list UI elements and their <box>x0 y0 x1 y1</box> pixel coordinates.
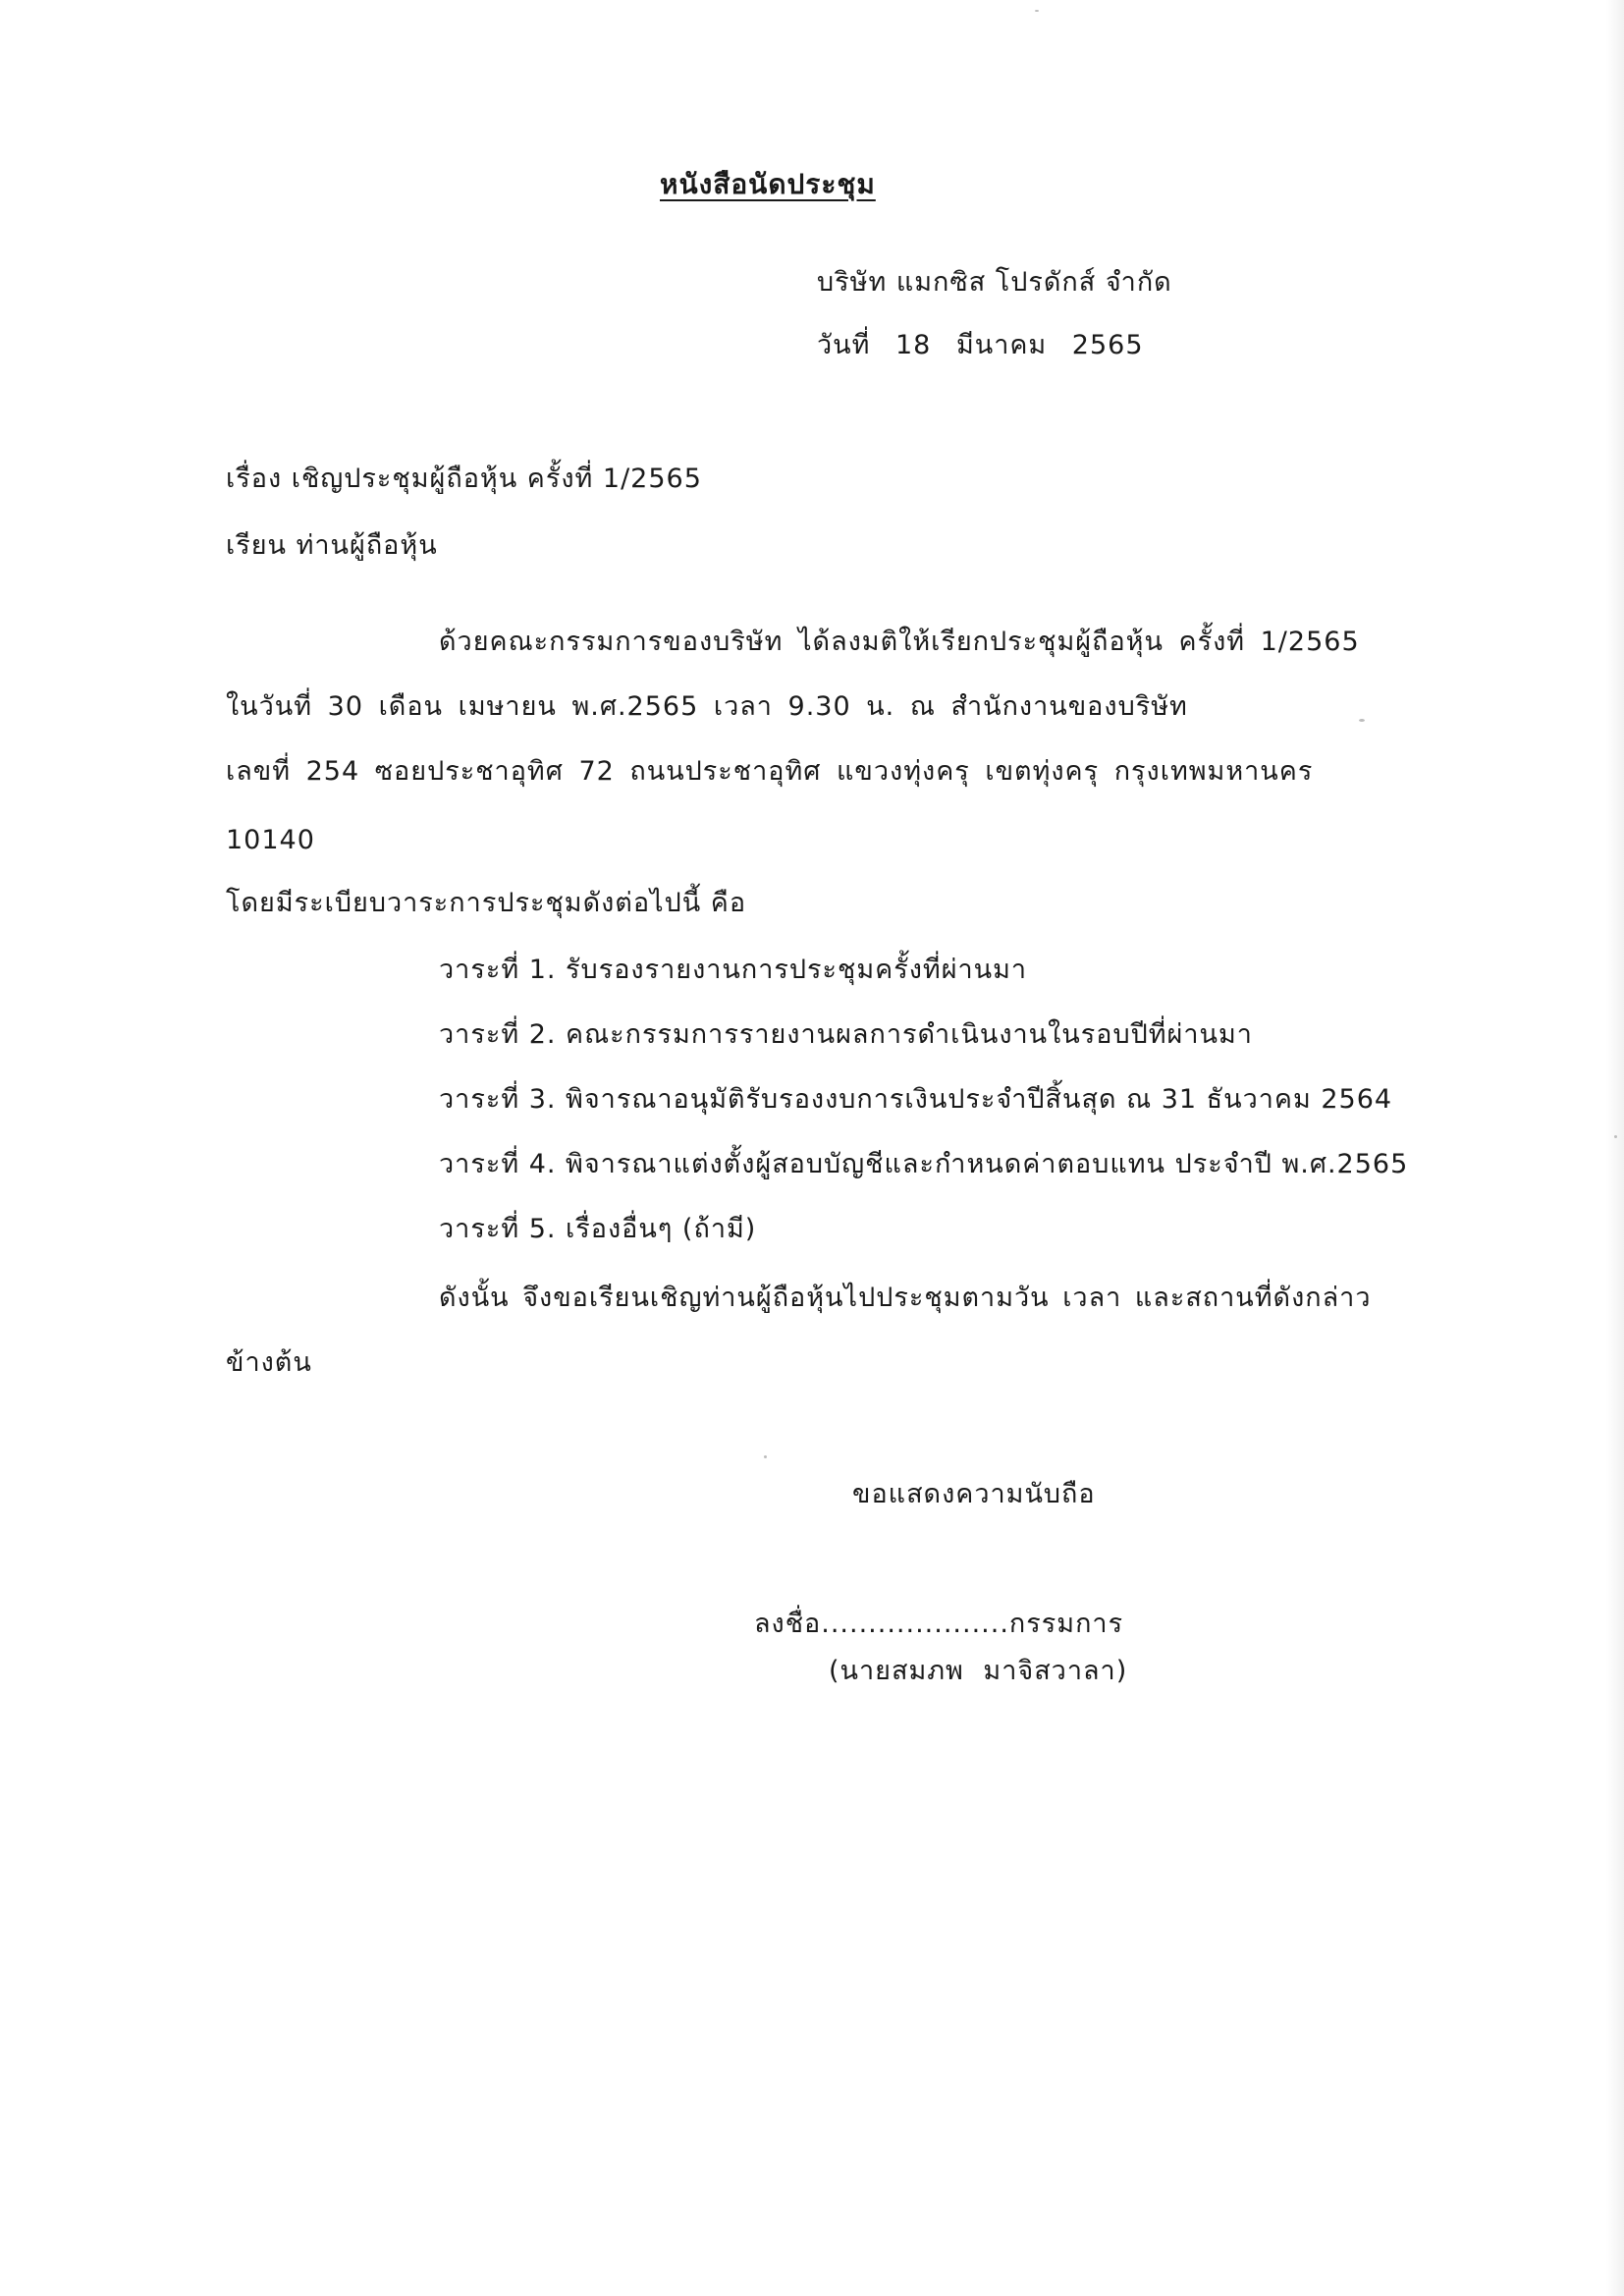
signature-line: ลงชื่อ....................กรรมการ <box>754 1609 1124 1639</box>
document-title: หนังสือนัดประชุม <box>660 168 876 200</box>
agenda-item: วาระที่ 4. พิจารณาแต่งตั้งผู้สอบบัญชีและกำหนดค่าตอบแทน ประจำปี พ.ศ.2565 <box>439 1149 1409 1179</box>
closing-line: ข้างต้น <box>226 1347 312 1378</box>
signer-name: (นายสมภพ มาจิสวาลา) <box>829 1656 1128 1686</box>
regards-text: ขอแสดงความนับถือ <box>852 1479 1096 1509</box>
body-line: 10140 <box>226 825 315 855</box>
recipient-line: เรียน ท่านผู้ถือหุ้น <box>226 530 438 561</box>
scan-speck <box>1359 719 1365 722</box>
subject-line: เรื่อง เชิญประชุมผู้ถือหุ้น ครั้งที่ 1/2565 <box>226 464 702 494</box>
scan-speck <box>1614 1135 1617 1138</box>
company-name: บริษัท แมกซิส โปรดักส์ จำกัด <box>817 267 1172 298</box>
scan-speck <box>764 1455 767 1458</box>
scan-speck <box>1035 10 1039 12</box>
document-date: วันที่ 18 มีนาคม 2565 <box>817 330 1144 360</box>
agenda-item: วาระที่ 1. รับรองรายงานการประชุมครั้งที่ผ่านมา <box>439 955 1028 985</box>
agenda-intro: โดยมีระเบียบวาระการประชุมดังต่อไปนี้ คือ <box>226 888 747 918</box>
closing-line: ดังนั้น จึงขอเรียนเชิญท่านผู้ถือหุ้นไปประชุมตามวัน เวลา และสถานที่ดังกล่าว <box>439 1283 1372 1313</box>
agenda-item: วาระที่ 2. คณะกรรมการรายงานผลการดำเนินงานในรอบปีที่ผ่านมา <box>439 1019 1253 1050</box>
agenda-item: วาระที่ 3. พิจารณาอนุมัติรับรองงบการเงินประจำปีสิ้นสุด ณ 31 ธันวาคม 2564 <box>439 1084 1393 1115</box>
body-line: เลขที่ 254 ซอยประชาอุทิศ 72 ถนนประชาอุทิศ แขวงทุ่งครุ เขตทุ่งครุ กรุงเทพมหานคร <box>226 756 1314 787</box>
body-line: ในวันที่ 30 เดือน เมษายน พ.ศ.2565 เวลา 9.30 น. ณ สำนักงานของบริษัท <box>226 691 1188 722</box>
agenda-item: วาระที่ 5. เรื่องอื่นๆ (ถ้ามี) <box>439 1214 757 1244</box>
page-edge-shadow <box>1606 0 1624 2296</box>
body-line: ด้วยคณะกรรมการของบริษัท ได้ลงมติให้เรียกประชุมผู้ถือหุ้น ครั้งที่ 1/2565 <box>439 627 1360 657</box>
